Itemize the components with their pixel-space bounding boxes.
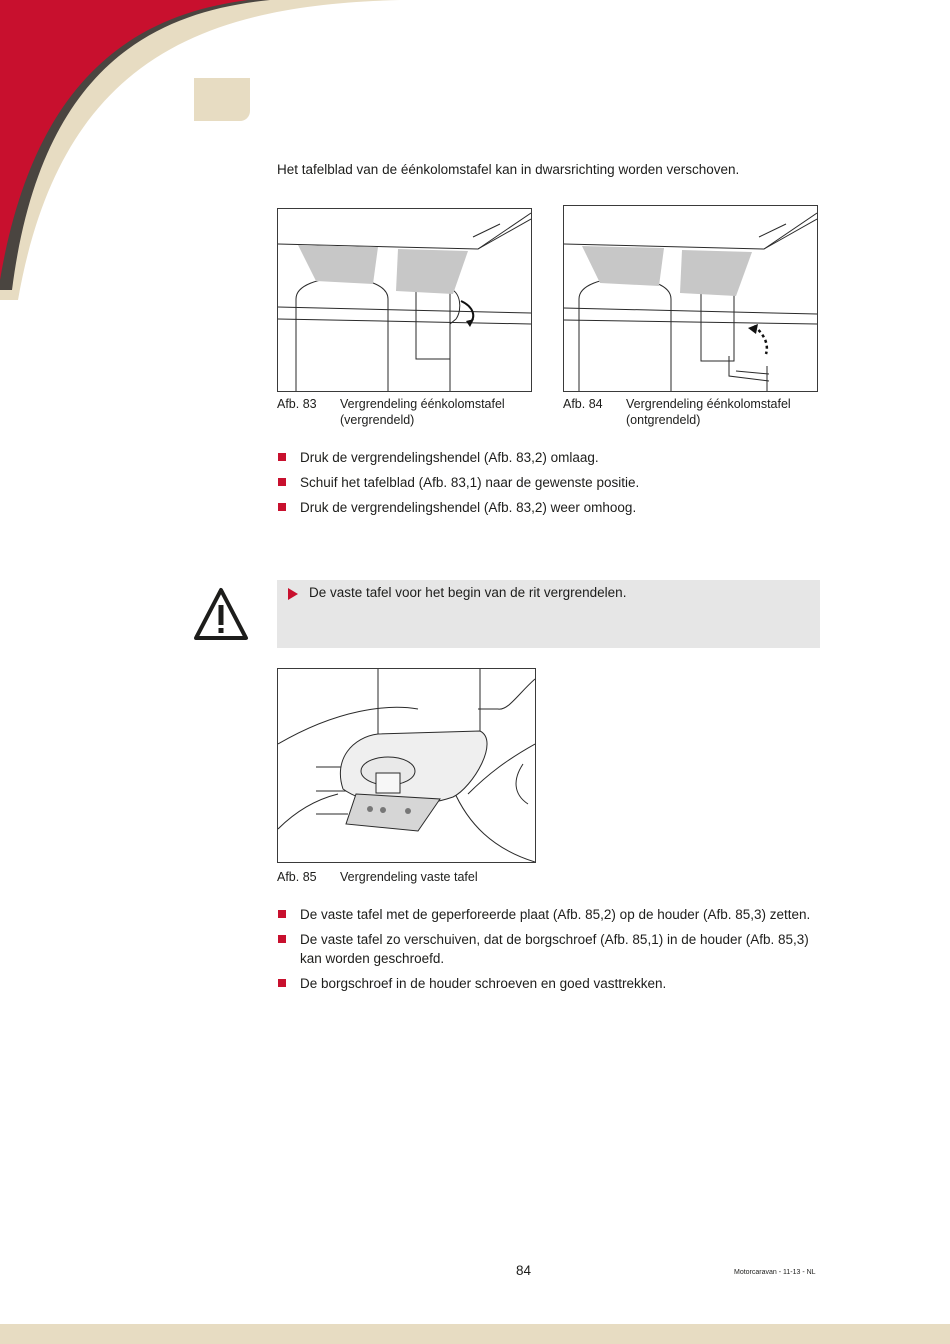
chapter-tab — [194, 78, 250, 121]
list-item: De vaste tafel met de geperforeerde plaat (Afb. 85,2) op de houder (Afb. 85,3) zetten. — [277, 905, 817, 924]
warning-triangle-icon — [193, 587, 249, 642]
figure-84-caption — [563, 396, 828, 430]
list-item: Druk de vergrendelingshendel (Afb. 83,2) omlaag. — [277, 448, 817, 467]
figure-83-caption — [277, 396, 542, 430]
bullet-square-icon — [278, 453, 286, 461]
figure-84-caption-text: Vergrendeling éénkolomstafel (ontgrendeld) — [626, 397, 791, 427]
warning-text: De vaste tafel voor het begin van de rit vergrendelen. — [309, 585, 627, 600]
figure-83-number: Afb. 83 — [277, 397, 317, 411]
steps-list-2 — [277, 905, 817, 999]
figure-85-number: Afb. 85 — [277, 870, 317, 884]
list-item: Druk de vergrendelingshendel (Afb. 83,2) weer omhoog. — [277, 498, 817, 517]
arrow-right-icon — [288, 588, 298, 600]
steps-list-1 — [277, 448, 817, 523]
warning-box — [277, 580, 820, 648]
figure-84-illustration — [563, 205, 818, 392]
figure-85-caption-text: Vergrendeling vaste tafel — [340, 870, 478, 884]
figure-85-illustration — [277, 668, 536, 863]
figure-84-number: Afb. 84 — [563, 397, 603, 411]
list-item: De vaste tafel zo verschuiven, dat de borgschroef (Afb. 85,1) in de houder (Afb. 85,3) kan worden geschroefd. — [277, 930, 817, 968]
list-item: De borgschroef in de houder schroeven en goed vasttrekken. — [277, 974, 817, 993]
document-id: Motorcaravan - 11-13 - NL — [734, 1269, 816, 1276]
bullet-square-icon — [278, 979, 286, 987]
footer-bar — [0, 1324, 950, 1344]
figure-83-caption-text: Vergrendeling éénkolomstafel (vergrendeld) — [340, 397, 505, 427]
page-number: 84 — [516, 1263, 532, 1278]
bullet-square-icon — [278, 478, 286, 486]
figure-85-caption — [277, 869, 542, 887]
intro-text: Het tafelblad van de éénkolomstafel kan in dwarsrichting worden verschoven. — [277, 162, 740, 177]
figure-83-illustration — [277, 208, 532, 392]
list-item: Schuif het tafelblad (Afb. 83,1) naar de gewenste positie. — [277, 473, 817, 492]
bullet-square-icon — [278, 935, 286, 943]
bullet-square-icon — [278, 910, 286, 918]
bullet-square-icon — [278, 503, 286, 511]
